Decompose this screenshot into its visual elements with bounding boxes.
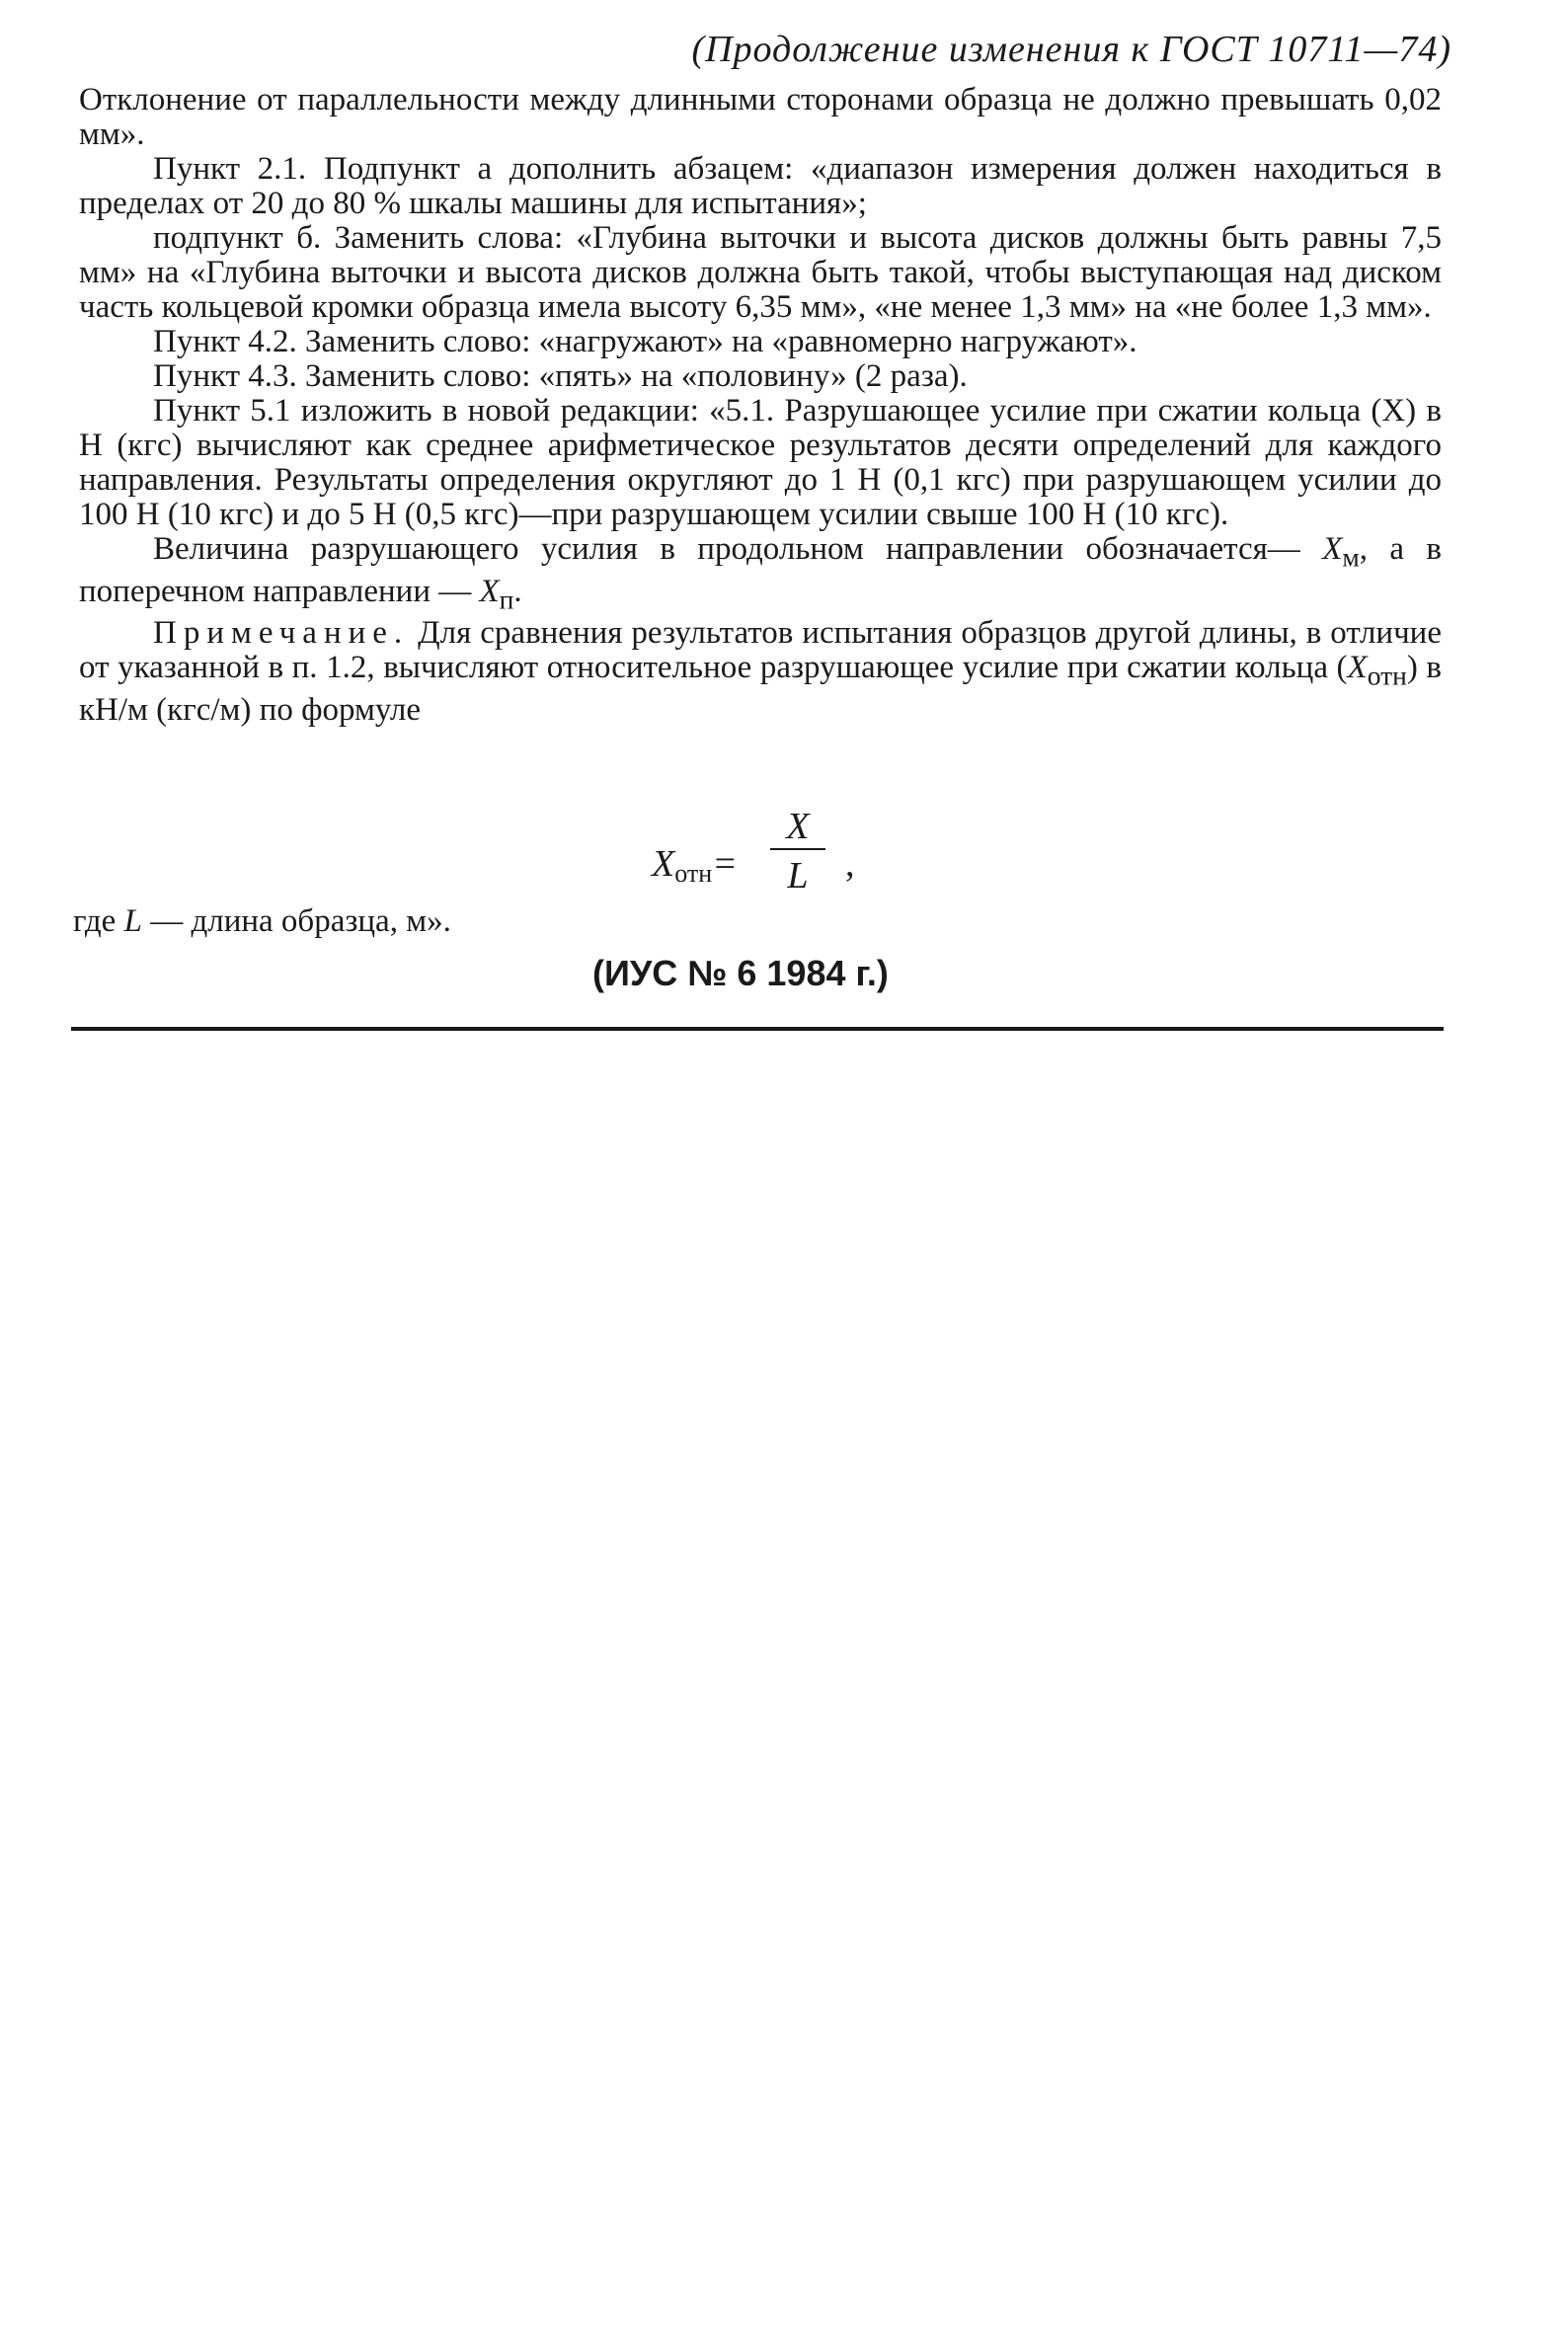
note-text-b: ) в кН/м (кгс/м) по формуле — [79, 650, 1442, 728]
formula-fraction — [770, 805, 825, 898]
horizontal-rule — [71, 1027, 1444, 1031]
notation-xp-sub: п — [499, 584, 514, 615]
document-body — [79, 83, 1442, 728]
formula-lhs — [652, 842, 738, 889]
where-suffix: — длина образца, м». — [141, 903, 451, 939]
note-x-sub: отн — [1367, 660, 1407, 691]
note-text-a: Для сравнения результатов испытания образцов другой длины, в отличие от указанной в п. 1.2, вычисляют относительное разрушающее усилие при сжатии кольца ( — [79, 615, 1442, 686]
notation-text-c: . — [513, 573, 522, 609]
formula-fraction-bar — [770, 848, 825, 850]
source-reference: (ИУС № 6 1984 г.) — [592, 953, 889, 993]
formula-numerator: X — [786, 806, 810, 847]
paragraph-deviation: Отклонение от параллельности между длинными сторонами образца не должно превышать 0,02 мм». — [79, 82, 1442, 152]
paragraph-item-4-3: Пункт 4.3. Заменить слово: «пять» на «половину» (2 раза). — [153, 358, 968, 394]
paragraph-notation — [79, 532, 1442, 616]
formula-lhs-var: X — [652, 843, 675, 885]
paragraph-item-5-1: Пункт 5.1 изложить в новой редакции: «5.1. Разрушающее усилие при сжатии кольца (X) в Н (кгс) вычисляют как среднее арифметическое результатов десяти определений для каждого направления. Результаты определения округляют до 1 Н (0,1 кгс) при разрушающем усилии до 100 Н (10 кгс) и до 5 Н (0,5 кгс)—при разрушающем усилии свыше 100 Н (10 кгс). — [79, 393, 1442, 532]
where-line — [73, 903, 451, 940]
note-label: Примечание. — [153, 615, 410, 652]
paragraph-item-2-1: Пункт 2.1. Подпункт а дополнить абзацем: «диапазон измерения должен находиться в пределах от 20 до 80 % шкалы машины для испытания»; — [79, 151, 1442, 221]
notation-xm-sub: м — [1342, 541, 1360, 573]
paragraph-note — [79, 616, 1442, 728]
notation-text-a: Величина разрушающего усилия в продольном направлении обозначается— — [153, 531, 1300, 567]
notation-text-b: , а в поперечном направлении — — [79, 531, 1443, 609]
note-x: X — [1347, 650, 1368, 686]
formula-comma: , — [845, 843, 855, 885]
formula-lhs-sub: отн — [674, 859, 713, 888]
page-header: (Продолжение изменения к ГОСТ 10711—74) — [691, 29, 1451, 70]
notation-xp: X — [479, 573, 500, 609]
where-prefix: где — [73, 903, 124, 939]
formula-denominator: L — [787, 855, 809, 897]
where-var: L — [123, 903, 142, 939]
formula-equals: = — [712, 843, 738, 885]
paragraph-subitem-b: подпункт б. Заменить слова: «Глубина выточки и высота дисков должны быть равны 7,5 мм» на «Глубина выточки и высота дисков должна быть такой, чтобы выступающая над диском часть кольцевой кромки образца имела высоту 6,35 мм», «не менее 1,3 мм» на «не более 1,3 мм». — [79, 220, 1442, 325]
paragraph-item-4-2: Пункт 4.2. Заменить слово: «нагружают» на «равномерно нагружают». — [153, 324, 1137, 359]
notation-xm: X — [1322, 531, 1343, 567]
